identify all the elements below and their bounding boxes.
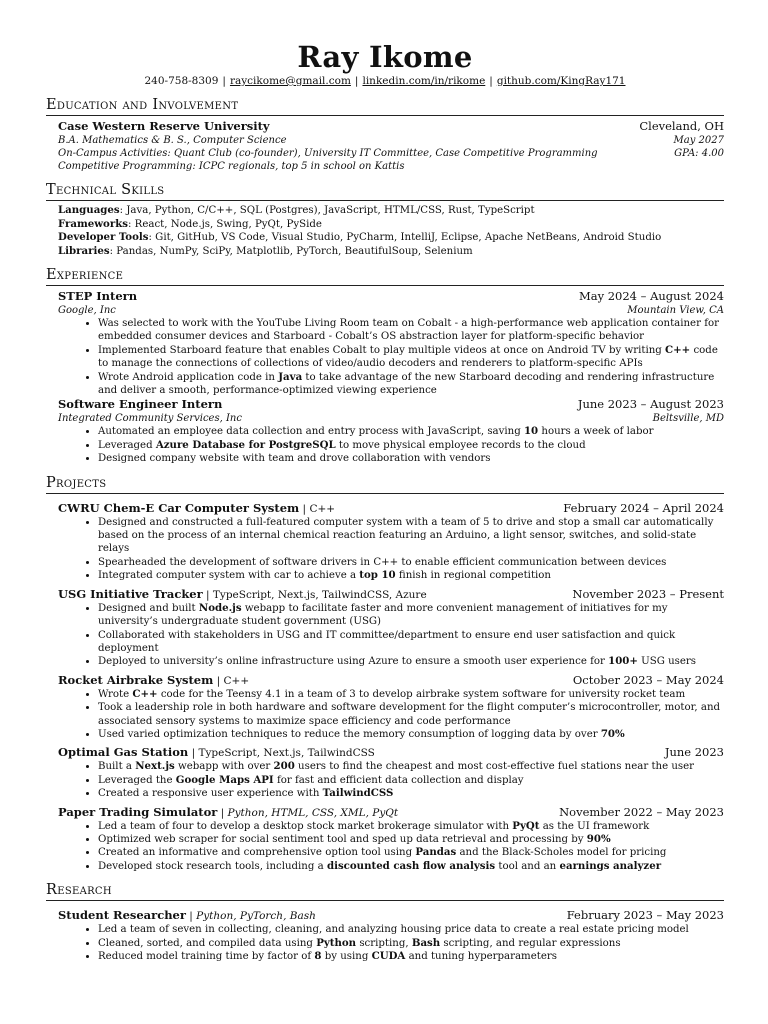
entry-dates: February 2024 – April 2024: [563, 500, 724, 515]
bullet-text: Integrated computer system with car to achieve a: [98, 570, 360, 582]
entry-header: [58, 583, 724, 602]
bullet-text: scripting, and regular expressions: [440, 937, 621, 949]
entry-name: Student Researcher: [58, 908, 186, 923]
entry-title-group: [58, 497, 335, 516]
tech-separator: |: [299, 502, 310, 515]
bold-text: Java: [278, 370, 303, 383]
skill-line: [58, 231, 724, 245]
skills-heading: Technical Skills: [46, 182, 724, 201]
bullet-item: [98, 688, 724, 701]
bullet-text: Leveraged the: [98, 774, 176, 786]
job-header: [58, 397, 724, 412]
skill-label: Developer Tools: [58, 231, 149, 243]
skill-value: : Pandas, NumPy, SciPy, Matplotlib, PyTorch, BeautifulSoup, Selenium: [109, 245, 473, 257]
bold-text: C++: [665, 343, 691, 356]
entry-name: Paper Trading Simulator: [58, 804, 218, 819]
entry-title-group: [58, 669, 249, 688]
bullet-text: Optimized web scraper for social sentiment tool and sped up data retrieval and processing by: [98, 833, 587, 845]
tech-separator: |: [185, 910, 197, 923]
contact-line: [46, 74, 724, 88]
separator: |: [222, 75, 226, 87]
tech-stack: Python, PyTorch, Bash: [196, 910, 316, 923]
bullet-item: [98, 760, 724, 773]
tech-stack: C++: [223, 674, 250, 687]
bullet-item: [98, 774, 724, 787]
entry-title-group: [58, 741, 375, 760]
bullet-item: [98, 556, 724, 569]
bullet-item: [98, 846, 724, 859]
linkedin-link[interactable]: linkedin.com/in/rikome: [362, 75, 486, 87]
education-heading: Education and Involvement: [46, 97, 724, 116]
research-section: [46, 882, 724, 963]
job-subheader: [58, 412, 724, 425]
bullet-item: [98, 701, 724, 728]
bullet-item: [98, 371, 724, 398]
job-title: Software Engineer Intern: [58, 397, 223, 412]
skills-section: [46, 182, 724, 258]
bullet-text: Spearheaded the development of software drivers in C++ to enable efficient communication between devices: [98, 556, 667, 568]
bullet-text: webapp to facilitate faster and more convenient management of initiatives for my university’s undergraduate student government (USG): [98, 602, 668, 628]
skill-value: : React, Node.js, Swing, PyQt, PySide: [128, 218, 322, 230]
bullet-text: code for the Teensy 4.1 in a team of 3 to develop airbrake system software for university rocket team: [157, 688, 686, 700]
bold-text: 100+: [608, 655, 638, 668]
project-entry: [58, 801, 724, 874]
bullet-list: [58, 688, 724, 742]
bold-text: top 10: [359, 569, 396, 582]
entry-title-group: [58, 583, 427, 602]
job-header: [58, 289, 724, 304]
bullet-text: tool and an: [495, 860, 560, 872]
entry-dates: November 2023 – Present: [572, 586, 724, 601]
job-title: STEP Intern: [58, 289, 138, 303]
bullet-text: scripting,: [356, 937, 412, 949]
entry-title-group: [58, 904, 316, 923]
project-entry: [58, 669, 724, 742]
company-name: Google, Inc: [58, 305, 116, 316]
bold-text: 90%: [586, 832, 611, 845]
bullet-item: [98, 452, 724, 465]
bold-text: Azure Database for PostgreSQL: [155, 438, 336, 451]
bullet-text: finish in regional competition: [395, 570, 551, 582]
job-entry: [58, 397, 724, 465]
job-entry: [58, 289, 724, 397]
activities: On-Campus Activities: Quant Club (co-founder), University IT Committee, Case Competitive Programming: [58, 148, 598, 159]
job-subheader: [58, 304, 724, 317]
bullet-item: [98, 923, 724, 936]
bold-text: Bash: [411, 936, 441, 949]
bullet-text: for fast and efficient data collection and display: [273, 774, 524, 786]
bullet-text: webapp with over: [174, 761, 274, 773]
bullet-item: [98, 439, 724, 452]
bullet-list: [58, 820, 724, 874]
entry-header: [58, 497, 724, 516]
experience-section: [46, 267, 724, 466]
bullet-text: Cleaned, sorted, and compiled data using: [98, 937, 317, 949]
bullet-text: Led a team of seven in collecting, cleaning, and analyzing housing price data to create a real estate pricing model: [98, 924, 689, 936]
entry-dates: June 2023: [664, 745, 724, 760]
research-heading: Research: [46, 882, 724, 901]
bullet-item: [98, 317, 724, 344]
bold-text: TailwindCSS: [322, 787, 394, 800]
project-entry: [58, 497, 724, 583]
education-section: [46, 97, 724, 173]
tech-stack: TypeScript, Next.js, TailwindCSS, Azure: [212, 588, 427, 601]
bullet-text: Deployed to university’s online infrastructure using Azure to ensure a smooth user experience for: [98, 656, 609, 668]
separator: |: [354, 75, 359, 87]
bullet-text: Automated an employee data collection and entry process with JavaScript, saving: [98, 426, 524, 438]
bold-text: CUDA: [371, 950, 406, 962]
bullet-text: users to find the cheapest and most cost-effective fuel stations near the user: [294, 761, 695, 773]
bullet-list: [58, 602, 724, 669]
bullet-item: [98, 602, 724, 629]
job-location: Mountain View, CA: [627, 305, 724, 316]
bold-text: 70%: [600, 727, 625, 740]
company-name: Integrated Community Services, Inc: [58, 413, 242, 425]
bullet-text: Used varied optimization techniques to reduce the memory consumption of logging data by over: [98, 728, 601, 740]
email-link[interactable]: raycikome@gmail.com: [229, 75, 351, 87]
bullet-list: [58, 425, 724, 465]
bullet-text: Leveraged: [98, 439, 156, 451]
bullet-text: by using: [321, 951, 372, 962]
skill-label: Languages: [58, 204, 120, 216]
tech-separator: |: [213, 674, 224, 687]
skill-line: [58, 204, 724, 218]
bullet-list: [58, 760, 724, 800]
tech-separator: |: [202, 588, 213, 601]
entry-header: [58, 801, 724, 820]
bullet-text: to move physical employee records to the cloud: [335, 439, 586, 451]
competitive-programming: Competitive Programming: ICPC regionals, top 5 in school on Kattis: [58, 161, 405, 172]
bullet-item: [98, 629, 724, 656]
bullet-item: [98, 833, 724, 846]
bullet-text: Created an informative and comprehensive option tool using: [98, 847, 416, 859]
bullet-text: Designed and built: [98, 602, 199, 614]
bold-text: Python: [316, 936, 357, 949]
entry-header: [58, 904, 724, 923]
bullet-item: [98, 516, 724, 556]
bullet-text: and tuning hyperparameters: [405, 951, 557, 962]
tech-stack: Python, HTML, CSS, XML, PyQt: [227, 806, 399, 819]
tech-stack: C++: [309, 502, 336, 515]
skill-label: Frameworks: [58, 217, 129, 230]
bold-text: 200: [273, 760, 295, 773]
bold-text: 8: [314, 950, 322, 962]
entry-name: CWRU Chem-E Car Computer System: [58, 500, 300, 515]
bullet-text: Designed company website with team and drove collaboration with vendors: [98, 453, 491, 465]
bullet-item: [98, 728, 724, 741]
tech-stack: TypeScript, Next.js, TailwindCSS: [198, 747, 375, 760]
degree: B.A. Mathematics & B. S., Computer Science: [58, 135, 287, 146]
bullet-item: [98, 655, 724, 668]
candidate-name: Ray Ikome: [297, 40, 473, 74]
bullet-item: [98, 820, 724, 833]
tech-separator: |: [188, 747, 199, 760]
bullet-text: hours a week of labor: [538, 426, 654, 438]
bullet-text: as the UI framework: [539, 820, 650, 832]
bullet-item: [98, 860, 724, 873]
bullet-item: [98, 950, 724, 963]
bold-text: Google Maps API: [175, 773, 274, 786]
bullet-list: [58, 317, 724, 397]
gpa: GPA: 4.00: [674, 148, 724, 159]
tech-separator: |: [217, 806, 228, 819]
entry-name: USG Initiative Tracker: [58, 586, 203, 601]
bullet-text: Reduced model training time by factor of: [98, 951, 315, 962]
bullet-text: Was selected to work with the YouTube Living Room team on Cobalt - a high-performance web application container for embedded consumer devices and Starboard - Cobalt’s OS abstraction layer for platform-specific behavior: [98, 318, 719, 343]
bold-text: 10: [523, 425, 539, 438]
bullet-text: Developed stock research tools, including a: [98, 860, 327, 872]
bold-text: C++: [132, 687, 158, 700]
job-dates: June 2023 – August 2023: [577, 397, 724, 412]
entry-dates: February 2023 – May 2023: [566, 908, 724, 923]
research-entry: [58, 904, 724, 963]
skill-label: Libraries: [58, 244, 110, 257]
bullet-item: [98, 787, 724, 800]
entry-header: [58, 669, 724, 688]
bold-text: Next.js: [135, 760, 175, 773]
entry-dates: October 2023 – May 2024: [572, 672, 724, 687]
bold-text: Pandas: [415, 846, 457, 859]
skill-line: [58, 245, 724, 259]
bold-text: Node.js: [198, 601, 242, 614]
separator: |: [489, 75, 493, 87]
project-entry: [58, 583, 724, 669]
entry-title-group: [58, 801, 398, 820]
projects-section: [46, 475, 724, 874]
entry-header: [58, 741, 724, 760]
bullet-text: Implemented Starboard feature that enables Cobalt to play multiple videos at once on Android TV by writing: [98, 344, 666, 356]
bullet-text: Wrote: [98, 688, 133, 700]
bullet-item: [98, 569, 724, 582]
bullet-item: [98, 425, 724, 438]
bullet-text: code to manage the connections of collections of video/audio decoders and renderers to platform-specific APIs: [98, 344, 718, 370]
bold-text: discounted cash flow analysis: [326, 859, 496, 872]
github-link[interactable]: github.com/KingRay171: [496, 75, 626, 87]
bullet-text: and the Black-Scholes model for pricing: [456, 847, 667, 859]
skill-line: [58, 218, 724, 232]
bullet-text: USG users: [637, 656, 697, 668]
entry-name: Rocket Airbrake System: [58, 672, 214, 687]
bullet-list: [58, 516, 724, 583]
school-name: Case Western Reserve University: [58, 119, 270, 133]
bullet-text: Took a leadership role in both hardware and software development for the flight computer’s microcontroller, motor, and associated sensory systems to maximize space efficiency and code performance: [98, 702, 721, 727]
bullet-text: to take advantage of the new Starboard decoding and rendering infrastructure and deliver a smooth, performance-optimized viewing experience: [98, 371, 715, 397]
bullet-list: [58, 923, 724, 963]
grad-date: May 2027: [673, 135, 724, 146]
bullet-item: [98, 344, 724, 371]
bullet-text: Built a: [98, 761, 136, 773]
entry-dates: November 2022 – May 2023: [559, 804, 724, 819]
bullet-text: Created a responsive user experience with: [98, 788, 323, 800]
bullet-item: [98, 937, 724, 950]
bold-text: PyQt: [512, 819, 540, 832]
projects-heading: Projects: [46, 475, 724, 494]
bold-text: earnings analyzer: [559, 859, 662, 872]
experience-heading: Experience: [46, 267, 724, 286]
school-location: Cleveland, OH: [639, 119, 724, 133]
entry-name: Optimal Gas Station: [58, 745, 189, 760]
bullet-text: Designed and constructed a full-featured computer system with a team of 5 to drive and stop a small car automatically based on the process of an internal chemical reaction featuring an Arduino, a light sensor, switches, and solid-state relays: [98, 516, 714, 555]
phone-number: 240-758-8309: [144, 75, 219, 87]
job-location: Beltsville, MD: [652, 413, 724, 425]
bullet-text: Collaborated with stakeholders in USG and IT committee/department to ensure end user satisfaction and quick deployment: [98, 629, 676, 654]
bullet-text: Wrote Android application code in: [98, 371, 279, 383]
skill-value: : Git, GitHub, VS Code, Visual Studio, PyCharm, IntelliJ, Eclipse, Apache NetBeans, Android Studio: [148, 232, 662, 243]
job-dates: May 2024 – August 2024: [578, 289, 724, 303]
skill-value: : Java, Python, C/C++, SQL (Postgres), JavaScript, HTML/CSS, Rust, TypeScript: [119, 205, 535, 216]
project-entry: [58, 741, 724, 800]
bullet-text: Led a team of four to develop a desktop stock market brokerage simulator with: [98, 820, 513, 832]
